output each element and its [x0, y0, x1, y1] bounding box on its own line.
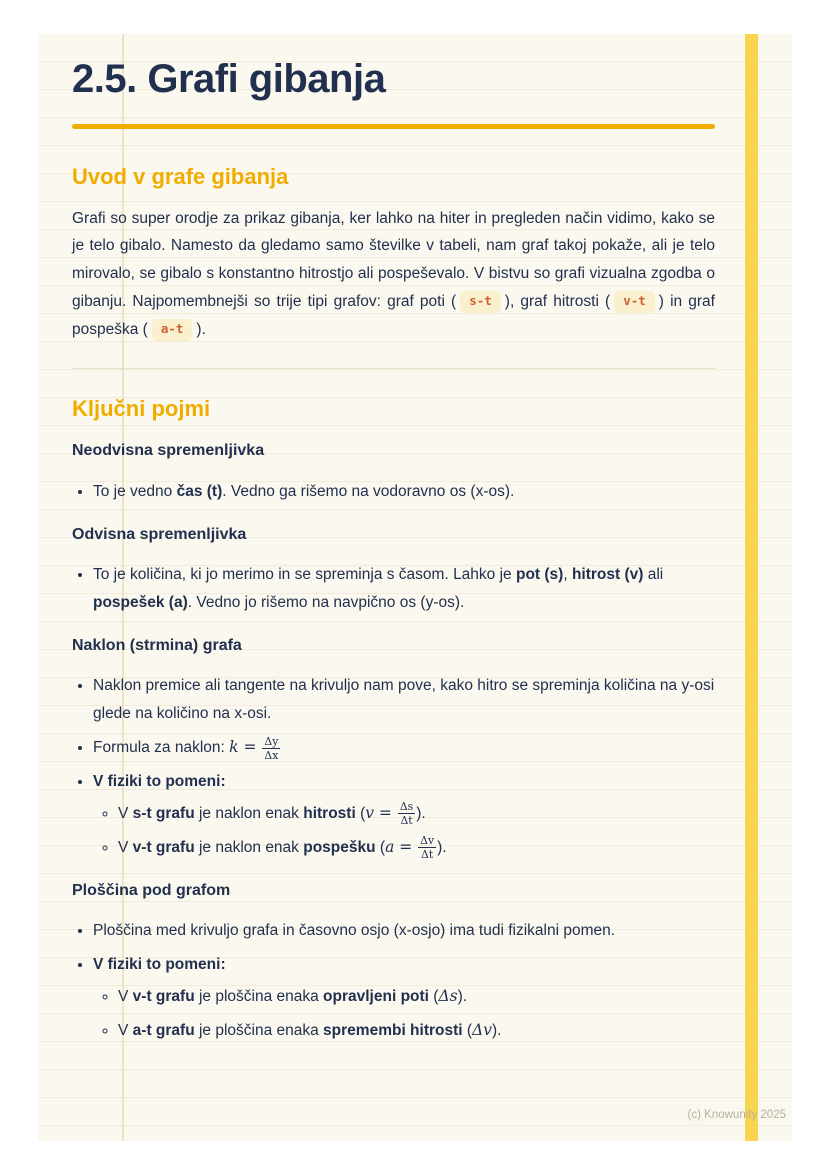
copyright-note: (c) Knowunity 2025 [687, 1109, 786, 1121]
section-divider [72, 368, 715, 369]
list-item: • Ploščina med krivuljo grafa in časovno osjo (x-osjo) ima tudi fizikalni pomen. [93, 917, 715, 945]
sub-bullet-list-ploscina [93, 983, 715, 1045]
bold-term: pospešku [303, 838, 376, 856]
bullet-list-odvisna [72, 561, 715, 617]
bullet-list-neodvisna [72, 478, 715, 506]
bold-term: pot (s) [515, 566, 564, 584]
sub-list-item: ◦ V v-t grafu je ploščina enaka opravljeni poti (Δs). [118, 983, 715, 1011]
bold-lead: V fiziki to pomeni: [93, 772, 226, 790]
subheading-naklon-grafa: Naklon (strmina) grafa [72, 636, 242, 654]
list-item-formula: • Formula za naklon: k = $\frac{\Delta y}{\Delta x}$ [93, 734, 715, 762]
bullet-list-naklon [72, 672, 715, 861]
heading-uvod-v-grafe-gibanja: Uvod v grafe gibanja [72, 164, 289, 189]
list-item: • Naklon premice ali tangente na krivuljo nam pove, kako hitro se spreminja količina na y-osi glede na količino na x-osi. [93, 672, 715, 728]
fraction: $\frac{\Delta v}{\Delta t}$ [420, 834, 435, 862]
bold-term: hitrosti [303, 804, 356, 822]
sub-bullet-list-naklon [93, 800, 715, 862]
fraction: $\frac{\Delta y}{\Delta x}$ [264, 734, 279, 762]
fraction: $\frac{\Delta s}{\Delta t}$ [399, 800, 414, 828]
bold-term: a-t grafu [132, 1021, 195, 1039]
math-delta-s: Δs [438, 986, 458, 1005]
subheading-odvisna-spremenljivka: Odvisna spremenljivka [72, 525, 247, 543]
list-item: • To je količina, ki jo merimo in se spreminja s časom. Lahko je pot (s), hitrost (v) ali pospešek (a). Vedno jo rišemo na navpično os (y-os). [93, 561, 715, 617]
code-chip-a-t: a-t [152, 319, 193, 341]
intro-paragraph: Grafi so super orodje za prikaz gibanja, ker lahko na hiter in pregleden način vidimo, kako se je telo gibalo. Namesto da gledamo samo številke v tabeli, nam graf takoj pokaže, ali je telo mirovalo, se gibalo s konstantno hitrostjo ali pospeševalo. V bistvu so grafi vizualna zgodba o gibanju. Najpomembnejši so trije tipi grafov: graf poti ( s-t ), graf hitrosti ( v-t ) in graf pospeška ( a-t ). [72, 205, 715, 344]
math-fraction-naklon: k = $\frac{\Delta y}{\Delta x}$ [229, 734, 279, 762]
math-fraction-hitrost: v = $\frac{\Delta s}{\Delta t}$ [365, 800, 414, 828]
bold-term: s-t grafu [132, 804, 195, 822]
bold-term: v-t grafu [132, 838, 195, 856]
sub-list-item: ◦ V s-t grafu je naklon enak hitrosti (v = $\frac{\Delta s}{\Delta t}$ ). [118, 800, 715, 828]
bold-lead: V fiziki to pomeni: [93, 955, 226, 973]
sub-list-item: ◦ V a-t grafu je ploščina enaka spremembi hitrosti (Δv). [118, 1017, 715, 1045]
list-item [93, 768, 715, 862]
heading-kljucni-pojmi: Ključni pojmi [72, 395, 211, 421]
code-chip-s-t: s-t [460, 291, 501, 313]
bold-term: opravljeni poti [323, 987, 429, 1005]
bold-term: čas (t) [176, 482, 223, 500]
bold-term: pospešek (a) [93, 594, 188, 612]
subheading-ploscina-pod-grafom: Ploščina pod grafom [72, 881, 231, 899]
code-chip-v-t: v-t [614, 291, 655, 313]
bold-term: hitrost (v) [571, 566, 644, 584]
list-item [93, 951, 715, 1045]
title-rule [72, 124, 715, 129]
bullet-list-ploscina [72, 917, 715, 1045]
list-item: • To je vedno čas (t). Vedno ga rišemo na vodoravno os (x-os). [93, 478, 715, 506]
math-delta-v: Δv [472, 1020, 492, 1039]
math-fraction-pospesek: a = $\frac{\Delta v}{\Delta t}$ [385, 834, 435, 862]
sub-list-item: ◦ V v-t grafu je naklon enak pospešku (a = $\frac{\Delta v}{\Delta t}$ ). [118, 834, 715, 862]
bold-term: v-t grafu [132, 987, 195, 1005]
bold-term: spremembi hitrosti [323, 1021, 463, 1039]
page-title: 2.5. Grafi gibanja [72, 57, 386, 101]
subheading-neodvisna-spremenljivka: Neodvisna spremenljivka [72, 442, 265, 460]
